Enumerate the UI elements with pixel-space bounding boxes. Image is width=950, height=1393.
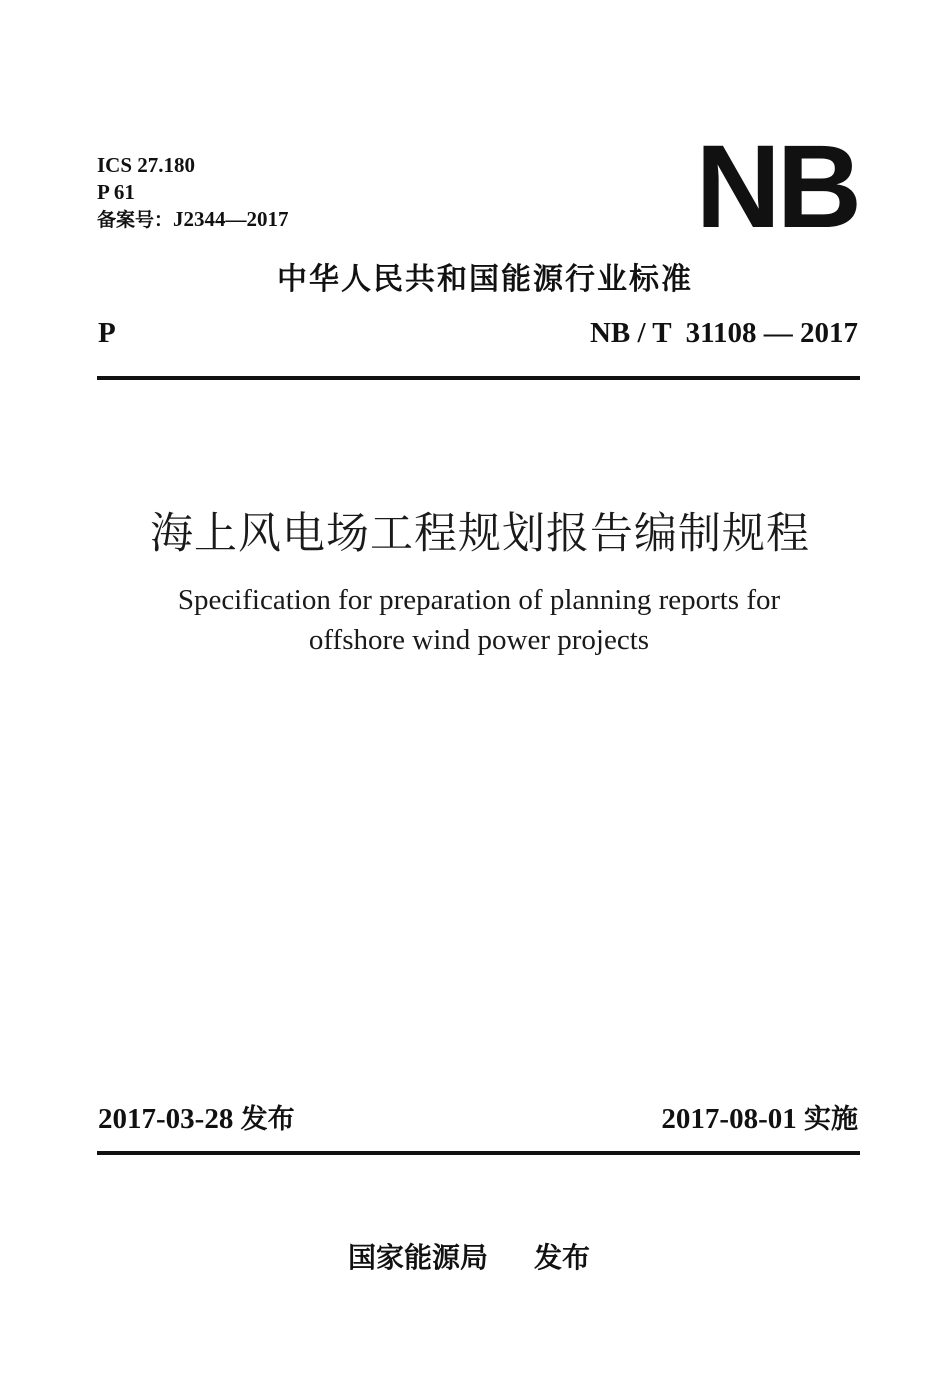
nb-logo: NB — [695, 121, 858, 253]
standard-number: NB / T 31108 — 2017 — [589, 317, 858, 349]
top-divider — [97, 376, 860, 380]
title-english — [0, 580, 950, 660]
publisher-line — [348, 1236, 590, 1276]
ccs-code: P 61 — [97, 180, 135, 204]
classification-code: P — [98, 317, 116, 349]
document-metadata — [97, 152, 289, 234]
implementation-label: 实施 — [804, 1104, 858, 1135]
title-chinese: 海上风电场工程规划报告编制规程 — [150, 509, 810, 559]
publisher-name: 国家能源局 — [348, 1241, 489, 1274]
title-english-line-1: Specification for preparation of planning reports for — [177, 584, 781, 616]
issue-label: 发布 — [240, 1104, 295, 1135]
filing-number: J2344—2017 — [173, 207, 289, 231]
implementation-date-row — [661, 1097, 858, 1136]
publisher-action: 发布 — [534, 1241, 591, 1274]
filing-label: 备案号： — [97, 209, 174, 231]
issue-date: 2017-03-28 — [98, 1103, 234, 1135]
issuing-authority-title: 中华人民共和国能源行业标准 — [277, 262, 693, 297]
issue-date-row — [98, 1097, 295, 1136]
bottom-divider — [97, 1151, 860, 1155]
ics-code: ICS 27.180 — [97, 153, 196, 177]
filing-number-row — [97, 206, 289, 234]
implementation-date: 2017-08-01 — [661, 1103, 797, 1135]
title-english-line-2: offshore wind power projects — [308, 624, 650, 656]
